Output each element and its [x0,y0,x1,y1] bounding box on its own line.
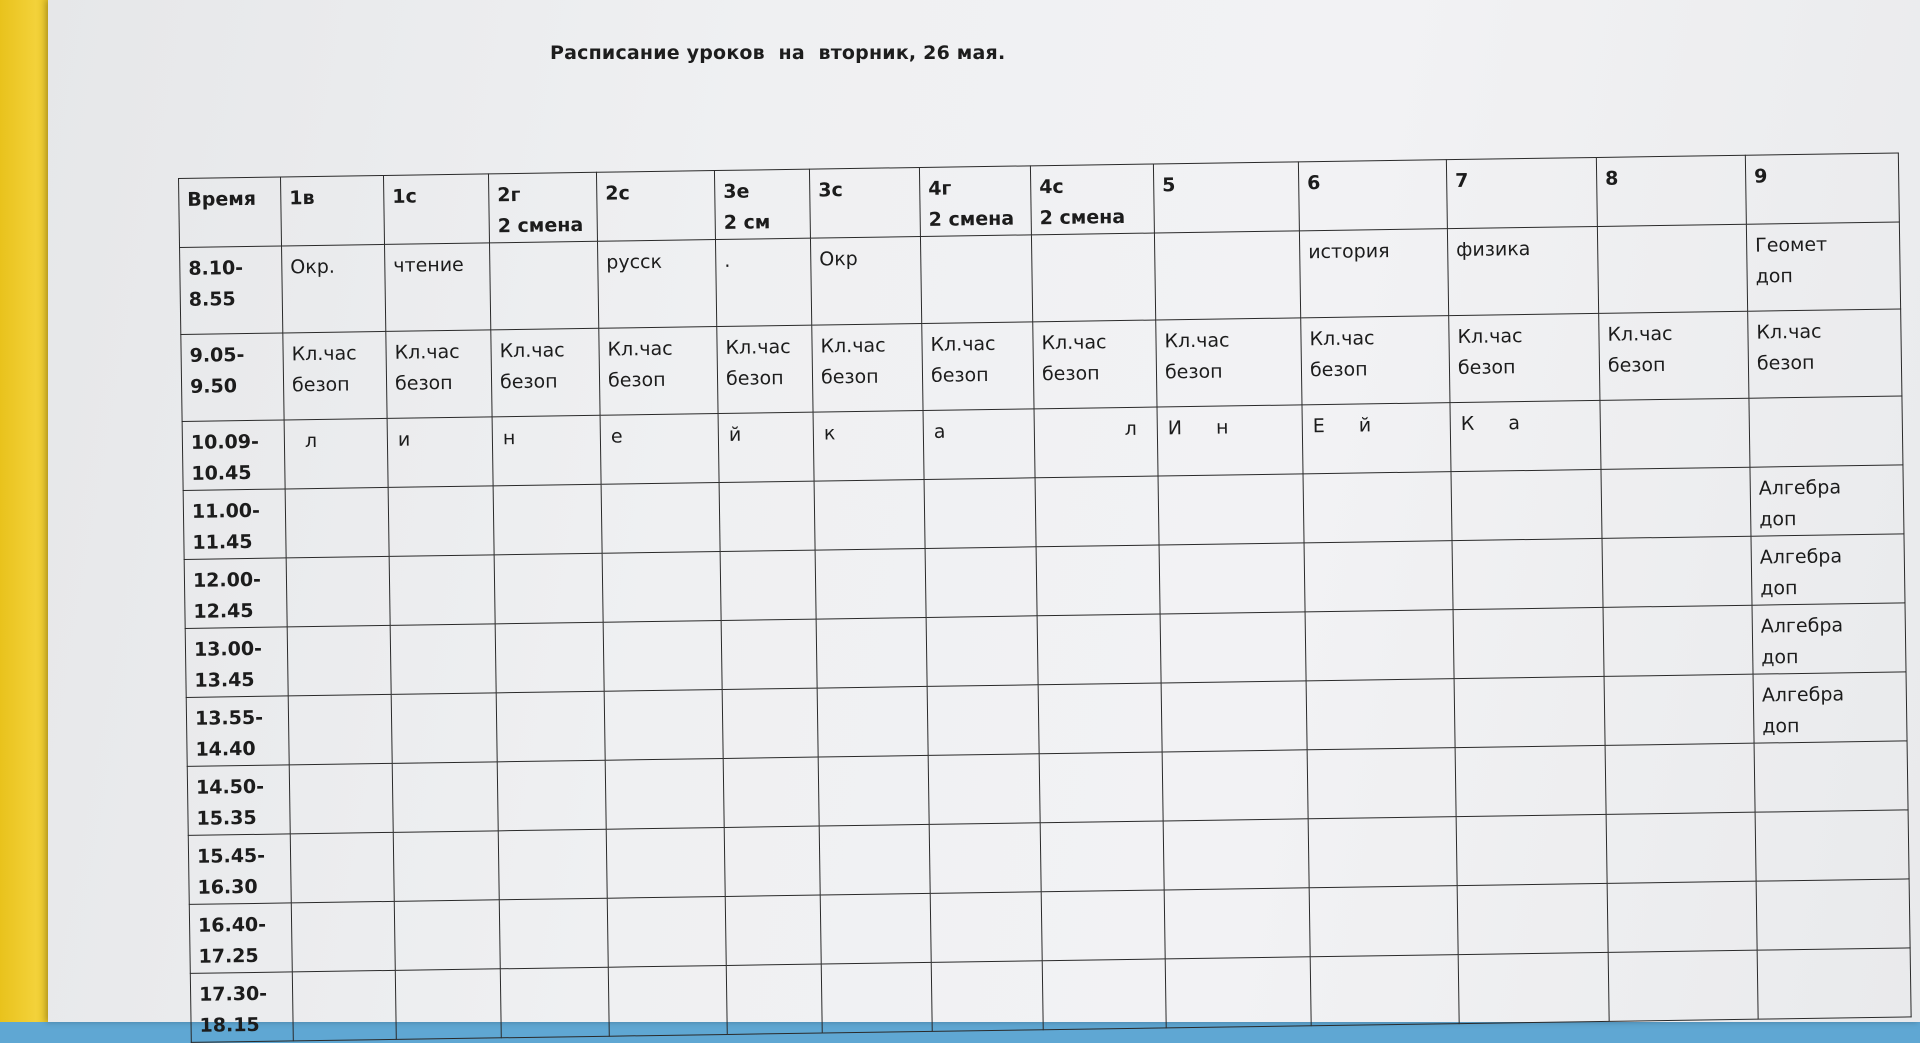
lesson-cell [292,970,396,1041]
lesson-cell [495,622,604,693]
lesson-cell: Кл.час безоп [1156,318,1302,407]
lesson-cell [814,479,925,550]
lesson-cell: Алгебра доп [1752,603,1906,674]
lesson-cell: к [813,410,924,481]
lesson-cell [1308,817,1457,888]
header-class: 9 [1745,153,1899,224]
lesson-cell [608,965,727,1036]
header-class: 8 [1596,155,1746,226]
lesson-cell [926,616,1038,687]
lesson-cell: история [1299,229,1448,318]
lesson-cell [493,484,602,555]
page-title: Расписание уроков на вторник, 26 мая. [550,42,1006,64]
lesson-cell: и [387,417,493,488]
lesson-cell: Е й [1302,403,1451,474]
lesson-cell [719,481,815,551]
lesson-cell: Кл.час безоп [491,328,600,417]
lesson-cell [289,763,393,834]
lesson-cell: русск [597,240,716,329]
lesson-cell [1608,950,1758,1021]
lesson-cell [1451,469,1602,540]
lesson-cell: Кл.час безоп [1748,309,1902,398]
time-cell: 8.10- 8.55 [180,246,283,335]
lesson-cell [1454,676,1605,747]
lesson-cell [604,689,723,760]
lesson-cell: н [492,415,601,486]
lesson-cell [1041,890,1165,961]
lesson-cell [1040,821,1164,892]
lesson-cell: Алгебра доп [1750,465,1904,536]
lesson-cell [815,548,926,619]
lesson-cell: чтение [385,243,491,332]
time-cell: 14.50- 15.35 [187,765,290,836]
time-cell: 13.00- 13.45 [185,627,288,698]
lesson-cell [602,551,721,622]
lesson-cell: л [1034,407,1158,478]
lesson-cell [494,553,603,624]
lesson-cell [1035,476,1159,547]
lesson-cell: физика [1447,226,1598,315]
lesson-cell [498,829,607,900]
lesson-cell [1165,957,1311,1028]
lesson-cell [1607,881,1757,952]
lesson-cell: Окр. [282,244,386,333]
lesson-cell [724,826,820,896]
lesson-cell [395,969,501,1040]
time-cell: 11.00- 11.45 [183,489,286,560]
lesson-cell: Кл.час безоп [812,323,923,412]
schedule-sheet [178,152,1909,1037]
lesson-cell [1163,819,1309,890]
lesson-cell [1600,398,1750,469]
lesson-cell [606,827,725,898]
lesson-cell: Кл.час безоп [1449,313,1600,402]
lesson-cell [388,486,494,557]
header-class: 3с [809,167,920,238]
lesson-cell [1306,679,1455,750]
lesson-cell [1038,683,1162,754]
lesson-cell: Кл.час безоп [599,327,718,416]
lesson-cell [821,962,932,1033]
lesson-cell [1756,879,1910,950]
time-cell: 16.40- 17.25 [189,903,292,974]
lesson-cell [496,691,605,762]
header-class: 4г 2 смена [919,166,1031,237]
lesson-cell [721,619,817,689]
time-cell: 9.05- 9.50 [181,333,284,422]
lesson-cell [1457,883,1608,954]
lesson-cell [1307,748,1456,819]
lesson-cell [924,478,1036,549]
header-class: 1с [383,174,489,245]
lesson-cell [1755,810,1909,881]
lesson-cell: й [718,412,814,482]
header-class: 5 [1153,162,1299,233]
lesson-cell [930,892,1042,963]
lesson-cell [723,757,819,827]
lesson-cell [1161,681,1307,752]
lesson-cell: Окр [810,236,921,325]
lesson-cell: Алгебра доп [1753,672,1907,743]
lesson-cell [1458,952,1609,1023]
lesson-cell: а [923,409,1035,480]
header-class: 2с [596,171,715,242]
time-cell: 15.45- 16.30 [188,834,291,905]
lesson-cell [1042,959,1166,1030]
lesson-cell [288,694,392,765]
lesson-cell: . [715,238,811,326]
lesson-cell: Кл.час безоп [283,331,387,420]
lesson-cell [1037,614,1161,685]
lesson-cell [726,964,822,1034]
lesson-cell [1606,812,1756,883]
lesson-cell [816,617,927,688]
lesson-cell [389,555,495,626]
lesson-cell: И н [1157,405,1303,476]
lesson-cell [1162,750,1308,821]
lesson-cell [489,241,598,330]
schedule-table [178,152,1912,1042]
lesson-cell [500,967,609,1038]
time-cell: 12.00- 12.45 [184,558,287,629]
lesson-cell: е [600,414,719,485]
time-cell: 10.09- 10.45 [182,420,285,491]
lesson-cell [1749,396,1903,467]
lesson-cell [1452,538,1603,609]
lesson-cell [1031,233,1155,322]
header-class: 2г 2 смена [488,172,597,243]
header-class: 1в [280,175,384,246]
lesson-cell [605,758,724,829]
lesson-cell: Кл.час безоп [1599,311,1749,400]
lesson-cell [820,893,931,964]
lesson-cell [720,550,816,620]
lesson-cell: Кл.час безоп [922,322,1034,411]
lesson-cell [390,624,496,695]
header-class: 7 [1446,157,1597,228]
lesson-cell [287,625,391,696]
header-class: 4с 2 смена [1030,164,1154,235]
lesson-cell [1757,948,1911,1019]
lesson-cell [1309,886,1458,957]
lesson-cell [931,961,1043,1032]
lesson-cell [928,754,1040,825]
lesson-cell [818,755,929,826]
header-class: 6 [1298,160,1447,231]
lesson-cell: Кл.час безоп [386,330,492,419]
lesson-cell [1159,543,1305,614]
lesson-cell [925,547,1037,618]
lesson-cell [1310,955,1459,1026]
lesson-cell: К а [1450,400,1601,471]
header-class: 3е 2 см [714,169,810,239]
lesson-cell [817,686,928,757]
lesson-cell [392,762,498,833]
lesson-cell [291,901,395,972]
lesson-cell: Алгебра доп [1751,534,1905,605]
lesson-cell [1164,888,1310,959]
lesson-cell [819,824,930,895]
lesson-cell: Геомет доп [1746,222,1900,311]
lesson-cell [1455,745,1606,816]
lesson-cell [1453,607,1604,678]
header-time: Время [179,177,282,248]
lesson-cell: Кл.час безоп [717,325,813,413]
lesson-cell [1605,743,1755,814]
lesson-cell [929,823,1041,894]
lesson-cell [603,620,722,691]
lesson-cell [285,487,389,558]
lesson-cell [499,898,608,969]
lesson-cell [1039,752,1163,823]
lesson-cell [1305,610,1454,681]
lesson-cell [1154,231,1300,320]
lesson-cell [607,896,726,967]
lesson-cell [1158,474,1304,545]
lesson-cell [920,235,1032,324]
lesson-cell [1036,545,1160,616]
lesson-cell [725,895,821,965]
lesson-cell [1303,472,1452,543]
lesson-cell [1601,467,1751,538]
lesson-cell: Кл.час безоп [1301,316,1450,405]
lesson-cell [601,483,720,554]
time-cell: 17.30- 18.15 [190,972,293,1043]
lesson-cell [1602,536,1752,607]
lesson-cell [394,900,500,971]
lesson-cell [290,832,394,903]
lesson-cell [722,688,818,758]
lesson-cell [1603,605,1753,676]
lesson-cell [1754,741,1908,812]
time-cell: 13.55- 14.40 [186,696,289,767]
lesson-cell: л [284,418,388,489]
lesson-cell [1160,612,1306,683]
lesson-cell [1456,814,1607,885]
lesson-cell [393,831,499,902]
schedule-body [179,153,1912,1042]
lesson-cell [927,685,1039,756]
lesson-cell: Кл.час безоп [1033,320,1157,409]
lesson-cell [286,556,390,627]
lesson-cell [1597,224,1747,313]
lesson-cell [1304,541,1453,612]
lesson-cell [1604,674,1754,745]
lesson-cell [391,693,497,764]
lesson-cell [497,760,606,831]
